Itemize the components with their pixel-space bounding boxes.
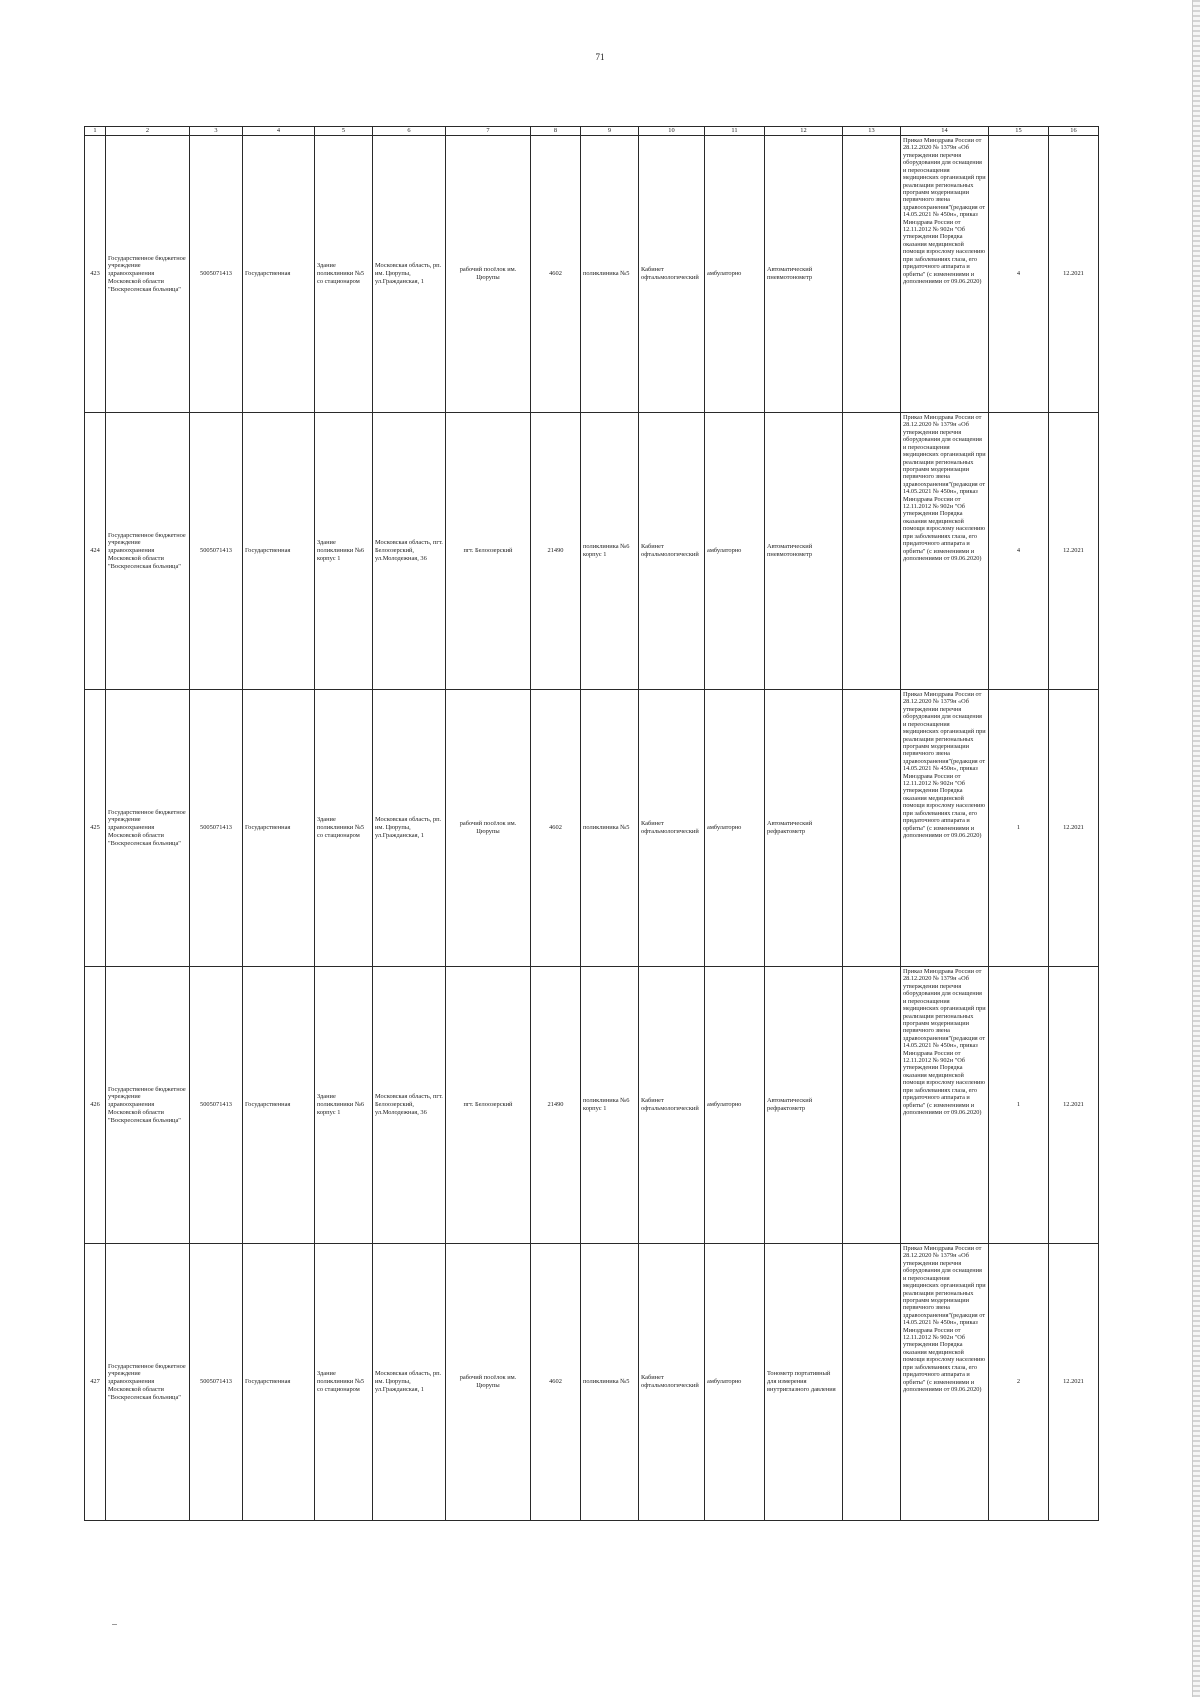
address: Московская область, рп. им. Цюрупы, ул.Гражданская, 1 (373, 1244, 446, 1521)
delivery-date: 12.2021 (1049, 413, 1099, 690)
equipment-name: Автоматический рефрактометр (765, 967, 843, 1244)
equipment-name: Автоматический рефрактометр (765, 690, 843, 967)
column-number: 5 (315, 127, 373, 136)
building: Здание поликлиники №6 корпус 1 (315, 967, 373, 1244)
row-number: 426 (85, 967, 106, 1244)
organization-name: Государственное бюджетное учреждение здравоохранения Московской области "Воскресенская больница" (106, 690, 190, 967)
legal-basis: Приказ Минздрава России от 28.12.2020 № 1379н «Об утверждении перечня оборудования для оснащения и переоснащения медицинских организаций при реализации региональных программ модернизации первичного звена здравоохранения"(редакция от 14.05.2021 № 450н», приказ Минздрава России от 12.11.2012 № 902н "Об утверждении Порядка оказания медицинской помощи взрослому населению при заболеваниях глаза, его придаточного аппарата и орбиты" (с изменениями и дополнениями от 09.06.2020) (901, 967, 989, 1244)
legal-basis: Приказ Минздрава России от 28.12.2020 № 1379н «Об утверждении перечня оборудования для оснащения и переоснащения медицинских организаций при реализации региональных программ модернизации первичного звена здравоохранения"(редакция от 14.05.2021 № 450н», приказ Минздрава России от 12.11.2012 № 902н "Об утверждении Порядка оказания медицинской помощи взрослому населению при заболеваниях глаза, его придаточного аппарата и орбиты" (с изменениями и дополнениями от 09.06.2020) (901, 413, 989, 690)
scan-speck (112, 1624, 117, 1625)
quantity: 1 (989, 967, 1049, 1244)
column-13-value (843, 136, 901, 413)
locality-code: 21490 (531, 967, 581, 1244)
inn: 5005071413 (190, 1244, 243, 1521)
locality: рабочий посёлок им. Цюрупы (446, 690, 531, 967)
column-number: 1 (85, 127, 106, 136)
ownership-form: Государственная (243, 1244, 315, 1521)
table-row (85, 967, 1099, 1244)
quantity: 4 (989, 136, 1049, 413)
room: Кабинет офтальмологический (639, 690, 705, 967)
organization-name: Государственное бюджетное учреждение здравоохранения Московской области "Воскресенская больница" (106, 413, 190, 690)
address: Московская область, пгт. Белоозерский, ул.Молодежная, 36 (373, 967, 446, 1244)
care-conditions: амбулаторно (705, 413, 765, 690)
column-number: 14 (901, 127, 989, 136)
care-conditions: амбулаторно (705, 1244, 765, 1521)
inn: 5005071413 (190, 690, 243, 967)
column-13-value (843, 690, 901, 967)
locality-code: 4602 (531, 136, 581, 413)
ownership-form: Государственная (243, 413, 315, 690)
locality-code: 21490 (531, 413, 581, 690)
legal-basis: Приказ Минздрава России от 28.12.2020 № 1379н «Об утверждении перечня оборудования для оснащения и переоснащения медицинских организаций при реализации региональных программ модернизации первичного звена здравоохранения"(редакция от 14.05.2021 № 450н», приказ Минздрава России от 12.11.2012 № 902н "Об утверждении Порядка оказания медицинской помощи взрослому населению при заболеваниях глаза, его придаточного аппарата и орбиты" (с изменениями и дополнениями от 09.06.2020) (901, 690, 989, 967)
building: Здание поликлиники №5 со стационаром (315, 1244, 373, 1521)
building: Здание поликлиники №5 со стационаром (315, 690, 373, 967)
legal-basis: Приказ Минздрава России от 28.12.2020 № 1379н «Об утверждении перечня оборудования для оснащения и переоснащения медицинских организаций при реализации региональных программ модернизации первичного звена здравоохранения"(редакция от 14.05.2021 № 450н», приказ Минздрава России от 12.11.2012 № 902н "Об утверждении Порядка оказания медицинской помощи взрослому населению при заболеваниях глаза, его придаточного аппарата и орбиты" (с изменениями и дополнениями от 09.06.2020) (901, 1244, 989, 1521)
subdivision: поликлиника №5 (581, 136, 639, 413)
care-conditions: амбулаторно (705, 136, 765, 413)
column-13-value (843, 967, 901, 1244)
column-number: 2 (106, 127, 190, 136)
room: Кабинет офтальмологический (639, 136, 705, 413)
locality: рабочий посёлок им. Цюрупы (446, 136, 531, 413)
quantity: 4 (989, 413, 1049, 690)
column-number: 7 (446, 127, 531, 136)
inn: 5005071413 (190, 136, 243, 413)
organization-name: Государственное бюджетное учреждение здравоохранения Московской области "Воскресенская больница" (106, 136, 190, 413)
page-number: 71 (595, 52, 605, 62)
inn: 5005071413 (190, 967, 243, 1244)
legal-basis: Приказ Минздрава России от 28.12.2020 № 1379н «Об утверждении перечня оборудования для оснащения и переоснащения медицинских организаций при реализации региональных программ модернизации первичного звена здравоохранения"(редакция от 14.05.2021 № 450н», приказ Минздрава России от 12.11.2012 № 902н "Об утверждении Порядка оказания медицинской помощи взрослому населению при заболеваниях глаза, его придаточного аппарата и орбиты" (с изменениями и дополнениями от 09.06.2020) (901, 136, 989, 413)
column-number: 3 (190, 127, 243, 136)
address: Московская область, рп. им. Цюрупы, ул.Гражданская, 1 (373, 690, 446, 967)
building: Здание поликлиники №6 корпус 1 (315, 413, 373, 690)
delivery-date: 12.2021 (1049, 136, 1099, 413)
locality-code: 4602 (531, 690, 581, 967)
row-number: 427 (85, 1244, 106, 1521)
table-row (85, 1244, 1099, 1521)
locality-code: 4602 (531, 1244, 581, 1521)
address: Московская область, рп. им. Цюрупы, ул.Гражданская, 1 (373, 136, 446, 413)
organization-name: Государственное бюджетное учреждение здравоохранения Московской области "Воскресенская больница" (106, 1244, 190, 1521)
table-row (85, 413, 1099, 690)
column-number: 15 (989, 127, 1049, 136)
column-number: 6 (373, 127, 446, 136)
ownership-form: Государственная (243, 136, 315, 413)
row-number: 423 (85, 136, 106, 413)
subdivision: поликлиника №5 (581, 690, 639, 967)
delivery-date: 12.2021 (1049, 967, 1099, 1244)
locality: пгт. Белоозерский (446, 413, 531, 690)
room: Кабинет офтальмологический (639, 413, 705, 690)
column-number: 9 (581, 127, 639, 136)
building: Здание поликлиники №5 со стационаром (315, 136, 373, 413)
column-number-row (85, 127, 1099, 136)
organization-name: Государственное бюджетное учреждение здравоохранения Московской области "Воскресенская больница" (106, 967, 190, 1244)
subdivision: поликлиника №5 (581, 1244, 639, 1521)
delivery-date: 12.2021 (1049, 1244, 1099, 1521)
equipment-name: Автоматический пневмотонометр (765, 413, 843, 690)
column-number: 4 (243, 127, 315, 136)
locality: рабочий посёлок им. Цюрупы (446, 1244, 531, 1521)
column-number: 10 (639, 127, 705, 136)
room: Кабинет офтальмологический (639, 967, 705, 1244)
ownership-form: Государственная (243, 967, 315, 1244)
column-number: 12 (765, 127, 843, 136)
subdivision: поликлиника №6 корпус 1 (581, 967, 639, 1244)
equipment-name: Автоматический пневмотонометр (765, 136, 843, 413)
column-number: 11 (705, 127, 765, 136)
room: Кабинет офтальмологический (639, 1244, 705, 1521)
inn: 5005071413 (190, 413, 243, 690)
table-row (85, 690, 1099, 967)
row-number: 425 (85, 690, 106, 967)
equipment-name: Тонометр портативный для измерения внутриглазного давления (765, 1244, 843, 1521)
delivery-date: 12.2021 (1049, 690, 1099, 967)
column-number: 16 (1049, 127, 1099, 136)
table-row (85, 136, 1099, 413)
ownership-form: Государственная (243, 690, 315, 967)
address: Московская область, пгт. Белоозерский, ул.Молодежная, 36 (373, 413, 446, 690)
column-13-value (843, 413, 901, 690)
care-conditions: амбулаторно (705, 690, 765, 967)
column-number: 8 (531, 127, 581, 136)
locality: пгт. Белоозерский (446, 967, 531, 1244)
column-13-value (843, 1244, 901, 1521)
row-number: 424 (85, 413, 106, 690)
column-number: 13 (843, 127, 901, 136)
equipment-table (84, 126, 1099, 1521)
quantity: 2 (989, 1244, 1049, 1521)
subdivision: поликлиника №6 корпус 1 (581, 413, 639, 690)
quantity: 1 (989, 690, 1049, 967)
scan-edge-strip (1192, 0, 1200, 1697)
care-conditions: амбулаторно (705, 967, 765, 1244)
